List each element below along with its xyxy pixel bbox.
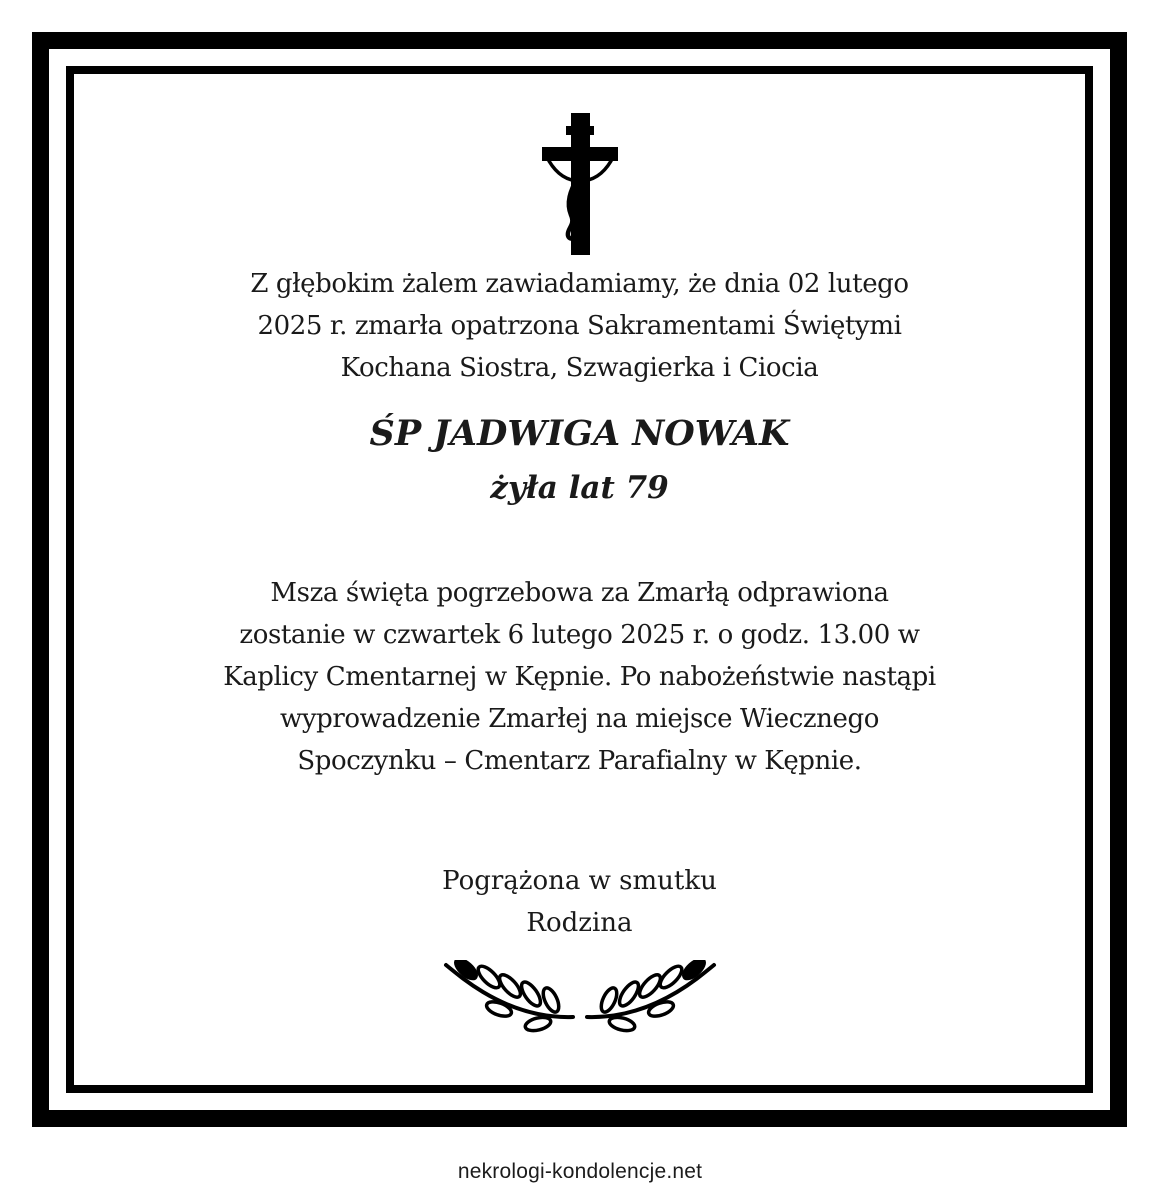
- details-line: Spoczynku – Cmentarz Parafialny w Kępnie.: [297, 746, 862, 776]
- obituary-content: [74, 74, 1085, 1085]
- details-line: zostanie w czwartek 6 lutego 2025 r. o godz. 13.00 w: [239, 620, 920, 650]
- details-line: wyprowadzenie Zmarłej na miejsce Wiecznego: [280, 704, 879, 734]
- details-line: Kaplicy Cmentarnej w Kępnie. Po nabożeństwie nastąpi: [223, 662, 936, 692]
- deceased-name: ŚP JADWIGA NOWAK: [369, 413, 790, 454]
- farewell-line: Rodzina: [526, 908, 633, 938]
- intro-text: [250, 263, 908, 389]
- farewell-line: Pogrążona w smutku: [442, 866, 717, 896]
- funeral-details: [223, 572, 936, 782]
- crucifix-icon: [542, 113, 618, 255]
- laurel-branches-icon: [437, 960, 723, 1034]
- inner-frame: [66, 66, 1093, 1093]
- intro-line: Kochana Siostra, Szwagierka i Ciocia: [340, 353, 819, 383]
- age-line: żyła lat 79: [490, 470, 669, 506]
- farewell-text: [442, 860, 717, 944]
- outer-frame: [32, 32, 1127, 1127]
- intro-line: 2025 r. zmarła opatrzona Sakramentami Świętymi: [257, 311, 902, 341]
- site-footer: nekrologi-kondolencje.net: [457, 1160, 703, 1183]
- details-line: Msza święta pogrzebowa za Zmarłą odprawiona: [270, 578, 889, 608]
- intro-line: Z głębokim żalem zawiadamiamy, że dnia 02 lutego: [250, 269, 909, 299]
